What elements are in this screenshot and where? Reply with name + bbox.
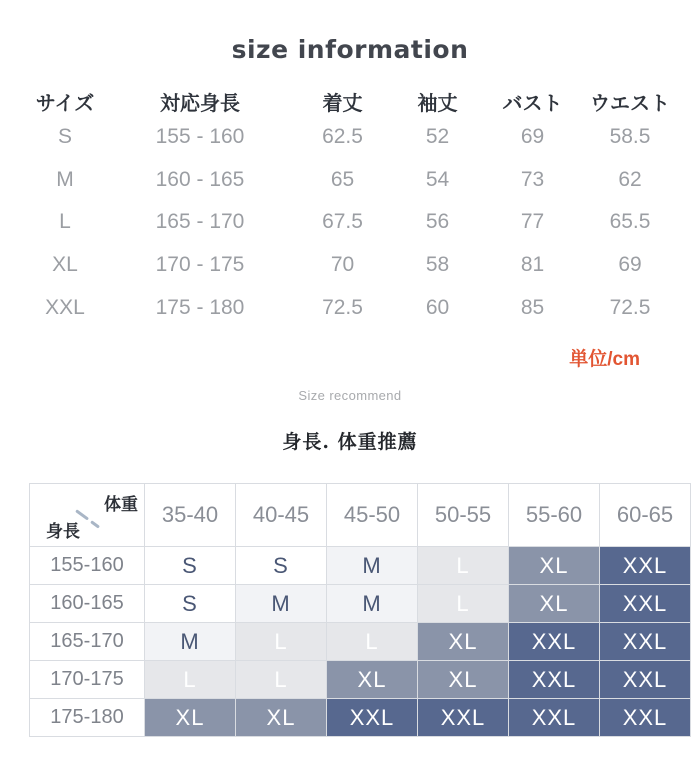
matrix-size-cell: XXL: [509, 699, 599, 736]
matrix-height-row-label: 175-180: [30, 699, 144, 736]
matrix-weight-header-cell: 35-40: [145, 484, 235, 546]
size-table-cell: S: [57, 125, 72, 149]
matrix-size-cell: XL: [509, 585, 599, 622]
matrix-size-cell: XXL: [600, 661, 690, 698]
size-table-cell: 62: [618, 167, 642, 191]
matrix-size-cell: S: [145, 585, 235, 622]
matrix-size-cell: XL: [418, 623, 508, 660]
matrix-size-cell: S: [145, 547, 235, 584]
size-table-cell: 69: [618, 253, 642, 277]
size-table-cell: XL: [52, 253, 78, 277]
size-table-header-cell: サイズ: [35, 92, 95, 115]
size-table-header-cell: バスト: [502, 92, 563, 115]
size-table-cell: 160 - 165: [155, 167, 245, 191]
matrix-size-cell: XXL: [509, 623, 599, 660]
size-table-cell: 85: [520, 295, 545, 319]
matrix-weight-header-cell: 55-60: [509, 484, 599, 546]
size-table-header-cell: ウエスト: [590, 92, 670, 115]
size-table-cell: XXL: [45, 295, 85, 319]
size-table-cell: L: [59, 210, 71, 234]
matrix-size-cell: M: [236, 585, 326, 622]
matrix-size-cell: XXL: [509, 661, 599, 698]
matrix-size-cell: XL: [145, 699, 235, 736]
matrix-size-cell: XL: [236, 699, 326, 736]
matrix-table: [29, 483, 691, 737]
size-table-cell: 72.5: [322, 295, 363, 319]
size-table-cell: 165 - 170: [155, 210, 245, 234]
matrix-height-row-label: 165-170: [30, 623, 144, 660]
size-table-cell: 73: [520, 167, 545, 191]
matrix-size-cell: L: [327, 623, 417, 660]
size-table-cell: 81: [520, 253, 545, 277]
matrix-size-cell: S: [236, 547, 326, 584]
matrix-size-cell: XXL: [600, 699, 690, 736]
size-table-cell: 72.5: [609, 295, 651, 319]
matrix-size-cell: XXL: [418, 699, 508, 736]
matrix-weight-header-cell: 60-65: [600, 484, 690, 546]
size-table-cell: 155 - 160: [155, 125, 245, 149]
size-table: [25, 86, 680, 329]
size-table-cell: 69: [520, 125, 545, 149]
matrix-weight-header-cell: 50-55: [418, 484, 508, 546]
matrix-size-cell: M: [327, 547, 417, 584]
size-recommend-caption: Size recommend: [298, 388, 402, 403]
matrix-height-row-label: 155-160: [30, 547, 144, 584]
size-table-cell: 56: [425, 210, 450, 234]
matrix-size-cell: XL: [327, 661, 417, 698]
matrix-corner-cell: [30, 484, 144, 546]
size-table-cell: 175 - 180: [155, 295, 245, 319]
corner-diagonal-line: [90, 520, 100, 528]
size-table-cell: 65.5: [609, 210, 651, 234]
size-table-cell: 54: [425, 167, 450, 191]
size-table-header-cell: 着丈: [322, 92, 363, 115]
size-table-cell: 170 - 175: [155, 253, 245, 277]
unit-note: 単位/cm: [569, 349, 640, 370]
size-table-cell: 62.5: [322, 125, 363, 149]
size-table-cell: M: [56, 167, 74, 191]
size-table-cell: 67.5: [322, 210, 363, 234]
size-table-cell: 65: [330, 167, 355, 191]
matrix-size-cell: L: [418, 585, 508, 622]
matrix-weight-header-cell: 45-50: [327, 484, 417, 546]
matrix-size-cell: XXL: [600, 547, 690, 584]
matrix-size-cell: XL: [509, 547, 599, 584]
matrix-size-cell: M: [145, 623, 235, 660]
size-table-cell: 77: [520, 210, 545, 234]
matrix-size-cell: L: [236, 623, 326, 660]
size-table-cell: 70: [330, 253, 355, 277]
matrix-size-cell: L: [236, 661, 326, 698]
matrix-size-cell: L: [418, 547, 508, 584]
size-table-cell: 60: [425, 295, 450, 319]
size-table-cell: 58.5: [609, 125, 651, 149]
corner-weight-label: 体重: [104, 495, 138, 514]
matrix-size-cell: XXL: [600, 585, 690, 622]
matrix-weight-header-cell: 40-45: [236, 484, 326, 546]
matrix-size-cell: XL: [418, 661, 508, 698]
size-table-cell: 52: [425, 125, 450, 149]
size-table-header-cell: 袖丈: [417, 92, 458, 115]
matrix-size-cell: XXL: [327, 699, 417, 736]
page-title: size information: [231, 35, 469, 64]
matrix-size-cell: L: [145, 661, 235, 698]
matrix-subtitle: 身長. 体重推薦: [282, 431, 418, 453]
size-table-cell: 58: [425, 253, 450, 277]
matrix-size-cell: M: [327, 585, 417, 622]
size-table-header-cell: 対応身長: [160, 92, 240, 115]
matrix-height-row-label: 170-175: [30, 661, 144, 698]
corner-height-label: 身長: [46, 522, 80, 541]
matrix-height-row-label: 160-165: [30, 585, 144, 622]
matrix-size-cell: XXL: [600, 623, 690, 660]
